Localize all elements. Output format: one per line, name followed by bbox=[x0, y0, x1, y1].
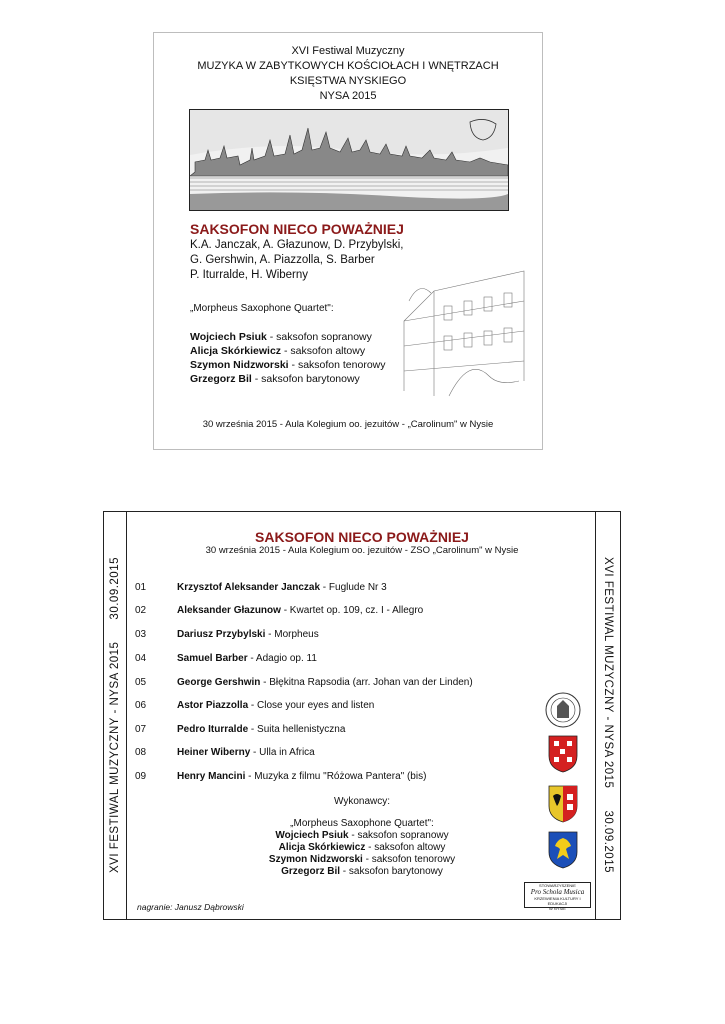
track-number: 09 bbox=[135, 771, 147, 782]
insert-subtitle: 30 września 2015 - Aula Kolegium oo. jezuitów - ZSO „Carolinum" w Nysie bbox=[205, 545, 519, 556]
performers-quartet: „Morpheus Saxophone Quartet": bbox=[290, 818, 434, 829]
pro-schola-musica-logo bbox=[524, 882, 591, 911]
nysa-coat-of-arms-icon bbox=[547, 734, 579, 774]
track-number: 08 bbox=[135, 747, 147, 758]
track-composer: Pedro Iturralde bbox=[177, 724, 249, 735]
composers-line-2: G. Gershwin, A. Piazzolla, S. Barber bbox=[190, 254, 375, 266]
member-name: Alicja Skórkiewicz bbox=[278, 842, 366, 853]
track-row bbox=[135, 770, 426, 784]
track-number: 01 bbox=[135, 582, 147, 593]
track-work: - Ulla in Africa bbox=[250, 747, 315, 758]
concert-date-venue: 30 września 2015 - Aula Kolegium oo. jezuitów - „Carolinum" w Nysie bbox=[202, 419, 494, 430]
track-row bbox=[135, 652, 317, 666]
member-line bbox=[190, 344, 365, 358]
member-role: - saksofon sopranowy bbox=[266, 331, 372, 343]
member-role: - saksofon barytonowy bbox=[251, 373, 360, 385]
track-composer: Heiner Wiberny bbox=[177, 747, 251, 758]
spine-festival: XVI FESTIWAL MUZYCZNY - NYSA 2015 bbox=[602, 557, 614, 789]
track-work: - Muzyka z filmu "Różowa Pantera" (bis) bbox=[245, 771, 427, 782]
spine-label bbox=[602, 557, 614, 873]
track-work: - Suita hellenistyczna bbox=[248, 724, 346, 735]
quartet-name: „Morpheus Saxophone Quartet": bbox=[190, 303, 334, 314]
spine-label bbox=[109, 557, 121, 873]
track-number: 05 bbox=[135, 677, 147, 688]
nysa-panorama-image bbox=[189, 109, 509, 211]
member-name: Szymon Nidzworski bbox=[190, 359, 289, 371]
left-spine bbox=[104, 512, 127, 919]
logo-line: STOWARZYSZENIE bbox=[539, 883, 576, 888]
member-role: - saksofon barytonowy bbox=[340, 866, 443, 877]
opole-coat-of-arms-icon bbox=[547, 830, 579, 870]
track-number: 07 bbox=[135, 724, 147, 735]
track-number: 06 bbox=[135, 700, 147, 711]
member-name: Wojciech Psiuk bbox=[190, 331, 267, 343]
track-work: - Adagio op. 11 bbox=[247, 653, 317, 664]
performer-line bbox=[126, 866, 598, 878]
track-composer: Henry Mancini bbox=[177, 771, 246, 782]
composers-line-1: K.A. Janczak, A. Głazunow, D. Przybylski, bbox=[190, 239, 404, 251]
cd-back-insert bbox=[103, 511, 621, 920]
member-role: - saksofon tenorowy bbox=[362, 854, 456, 865]
member-role: - saksofon sopranowy bbox=[348, 830, 449, 841]
recording-credit: nagranie: Janusz Dąbrowski bbox=[137, 902, 244, 912]
track-work: - Błękitna Rapsodia (arr. Johan van der Linden) bbox=[260, 677, 473, 688]
member-line bbox=[190, 358, 386, 372]
member-role: - saksofon tenorowy bbox=[288, 359, 386, 371]
track-row bbox=[135, 699, 374, 713]
track-row bbox=[135, 604, 423, 618]
festival-year: NYSA 2015 bbox=[319, 90, 377, 102]
member-name: Alicja Skórkiewicz bbox=[190, 345, 282, 357]
festival-name: XVI Festiwal Muzyczny bbox=[291, 45, 405, 57]
member-line bbox=[190, 372, 360, 386]
member-line bbox=[190, 330, 372, 344]
composers-line-3: P. Iturralde, H. Wiberny bbox=[190, 269, 309, 281]
right-spine bbox=[595, 512, 620, 919]
track-number: 03 bbox=[135, 629, 147, 640]
track-number: 02 bbox=[135, 605, 147, 616]
concert-title: SAKSOFON NIECO POWAŻNIEJ bbox=[190, 221, 404, 237]
track-row bbox=[135, 581, 387, 595]
society-seal-logo bbox=[545, 690, 581, 730]
performers-label: Wykonawcy: bbox=[333, 796, 391, 807]
track-row bbox=[135, 723, 345, 737]
track-composer: Astor Piazzolla bbox=[177, 700, 249, 711]
performer-line bbox=[126, 854, 598, 866]
track-composer: George Gershwin bbox=[177, 677, 261, 688]
logo-line: Pro Schola Musica bbox=[530, 888, 585, 896]
track-work: - Close your eyes and listen bbox=[248, 700, 375, 711]
member-name: Szymon Nidzworski bbox=[268, 854, 363, 865]
track-composer: Samuel Barber bbox=[177, 653, 248, 664]
track-composer: Aleksander Głazunow bbox=[177, 605, 281, 616]
logo-line: W NYSIE bbox=[549, 906, 566, 911]
track-row bbox=[135, 676, 473, 690]
festival-subtitle: MUZYKA W ZABYTKOWYCH KOŚCIOŁACH I WNĘTRZACH bbox=[197, 60, 499, 72]
carolinum-building-sketch bbox=[394, 261, 534, 401]
member-role: - saksofon altowy bbox=[365, 842, 446, 853]
insert-title: SAKSOFON NIECO POWAŻNIEJ bbox=[255, 529, 469, 545]
track-composer: Dariusz Przybylski bbox=[177, 629, 266, 640]
member-name: Grzegorz Bil bbox=[281, 866, 341, 877]
track-work: - Kwartet op. 109, cz. I - Allegro bbox=[280, 605, 424, 616]
cd-cover bbox=[153, 32, 543, 450]
performer-line bbox=[126, 842, 598, 854]
logo-line: KRZEWIENIA KULTURY I EDUKACJI bbox=[534, 896, 581, 906]
track-number: 04 bbox=[135, 653, 147, 664]
powiat-coat-of-arms-icon bbox=[547, 784, 579, 824]
member-name: Wojciech Psiuk bbox=[275, 830, 349, 841]
track-row bbox=[135, 628, 319, 642]
track-composer: Krzysztof Aleksander Janczak bbox=[177, 582, 321, 593]
spine-date: 30.09.2015 bbox=[602, 810, 614, 873]
festival-region: KSIĘSTWA NYSKIEGO bbox=[289, 75, 407, 87]
spine-date: 30.09.2015 bbox=[109, 557, 121, 620]
performer-line bbox=[126, 830, 598, 842]
track-work: - Morpheus bbox=[265, 629, 319, 640]
member-name: Grzegorz Bil bbox=[190, 373, 252, 385]
track-row bbox=[135, 746, 315, 760]
spine-festival: XVI FESTIWAL MUZYCZNY - NYSA 2015 bbox=[109, 641, 121, 873]
member-role: - saksofon altowy bbox=[281, 345, 366, 357]
track-work: - Fuglude Nr 3 bbox=[320, 582, 387, 593]
